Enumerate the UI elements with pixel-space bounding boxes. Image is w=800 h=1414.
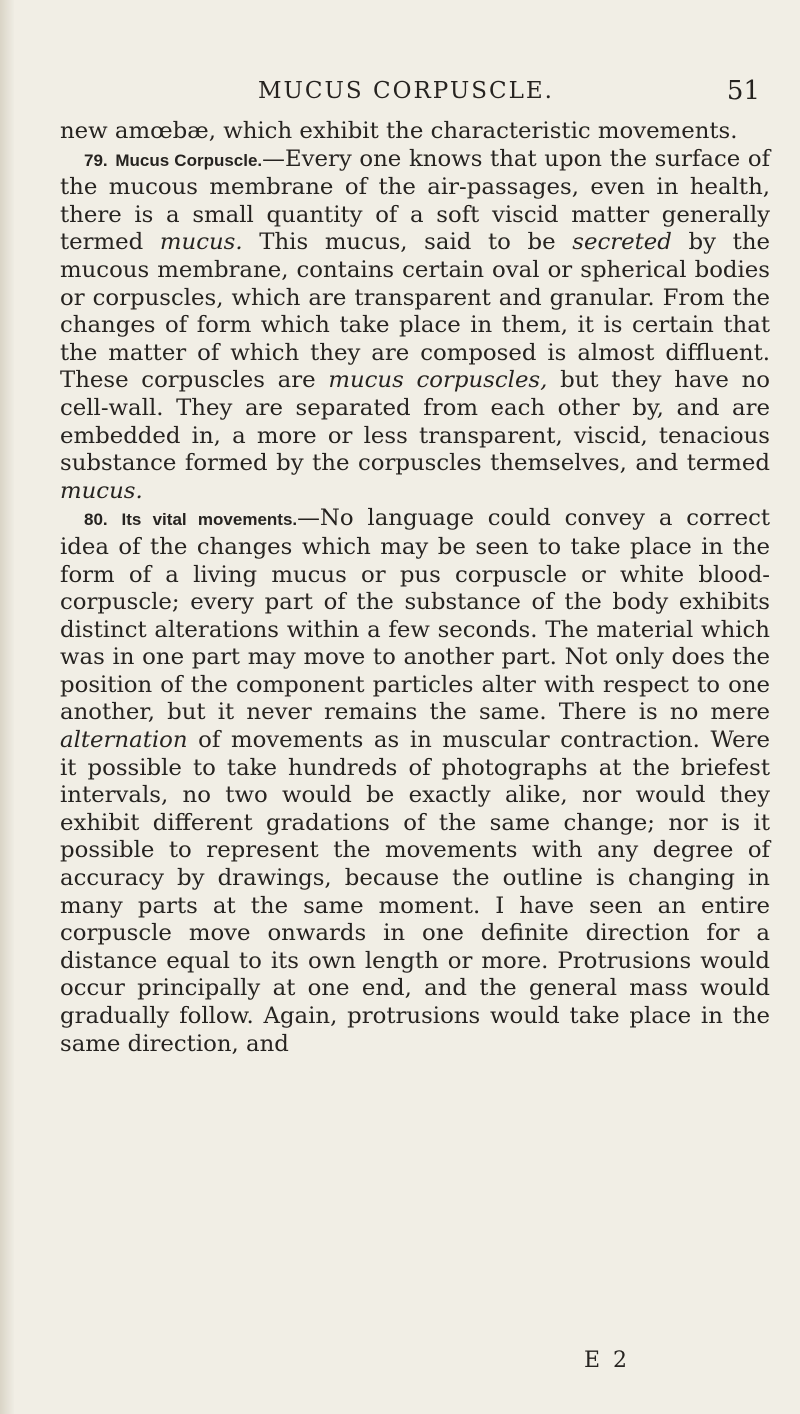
text-run: but they have no cell-wall. They are separated from each other by, and are embedded in, a more or less transparent, viscid, tenacious substance formed by the corpuscles themselves, and termed <box>60 367 770 477</box>
paragraph-section-80 <box>60 505 770 1058</box>
text-run: by the mucous membrane, contains certain oval or spherical bodies or corpuscles, which are transparent and granular. From the changes of form which take place in them, it is certain that the matter of which they are composed is almost diffluent. These corpuscles are <box>60 229 770 394</box>
page-number: 51 <box>726 76 760 106</box>
signature-mark: E 2 <box>584 1348 631 1373</box>
italic-term: secreted <box>572 229 672 256</box>
section-number: 80. <box>84 510 108 530</box>
italic-term: mucus. <box>60 477 143 504</box>
text-run: —No language could convey a correct idea of the changes which may be seen to take place in the form of a living mucus or pus corpuscle or white blood-corpuscle; every part of the substance of the body exhibits distinct alterations within a few seconds. The material which was in one part may move to another part. Not only does the position of the component particles alter with respect to one another, but it never remains the same. There is no mere <box>60 505 770 726</box>
paragraph-section-79 <box>60 146 770 506</box>
text-run: of movements as in muscular contraction. Were it possible to take hundreds of photographs at the briefest intervals, no two would be exactly alike, nor would they exhibit different gradations of the same change; nor is it possible to represent the movements with any degree of accuracy by drawings, because the outline is changing in many parts at the same moment. I have seen an entire corpuscle move onwards in one definite direction for a distance equal to its own length or more. Protrusions would occur principally at one end, and the general mass would gradually follow. Again, protrusions would take place in the same direction, and <box>60 727 770 1057</box>
page-binding-edge <box>0 0 14 1414</box>
italic-term: mucus corpuscles, <box>328 367 548 394</box>
italic-term: alternation <box>60 727 188 754</box>
text-run: This mucus, said to be <box>242 229 573 256</box>
section-title: Mucus Corpuscle. <box>115 150 263 170</box>
body-text <box>60 118 770 1058</box>
paragraph-continuation: new amœbæ, which exhibit the characteristic movements. <box>60 118 738 144</box>
section-title: Its vital movements. <box>121 510 298 530</box>
running-title: MUCUS CORPUSCLE. <box>258 78 554 104</box>
section-number: 79. <box>84 150 108 170</box>
italic-term: mucus. <box>159 229 243 256</box>
text-run: —Every one knows that upon the surface of the mucous membrane of the air-passages, even in health, there is a small quantity of a soft viscid matter generally termed <box>60 145 771 256</box>
running-head <box>60 76 760 112</box>
